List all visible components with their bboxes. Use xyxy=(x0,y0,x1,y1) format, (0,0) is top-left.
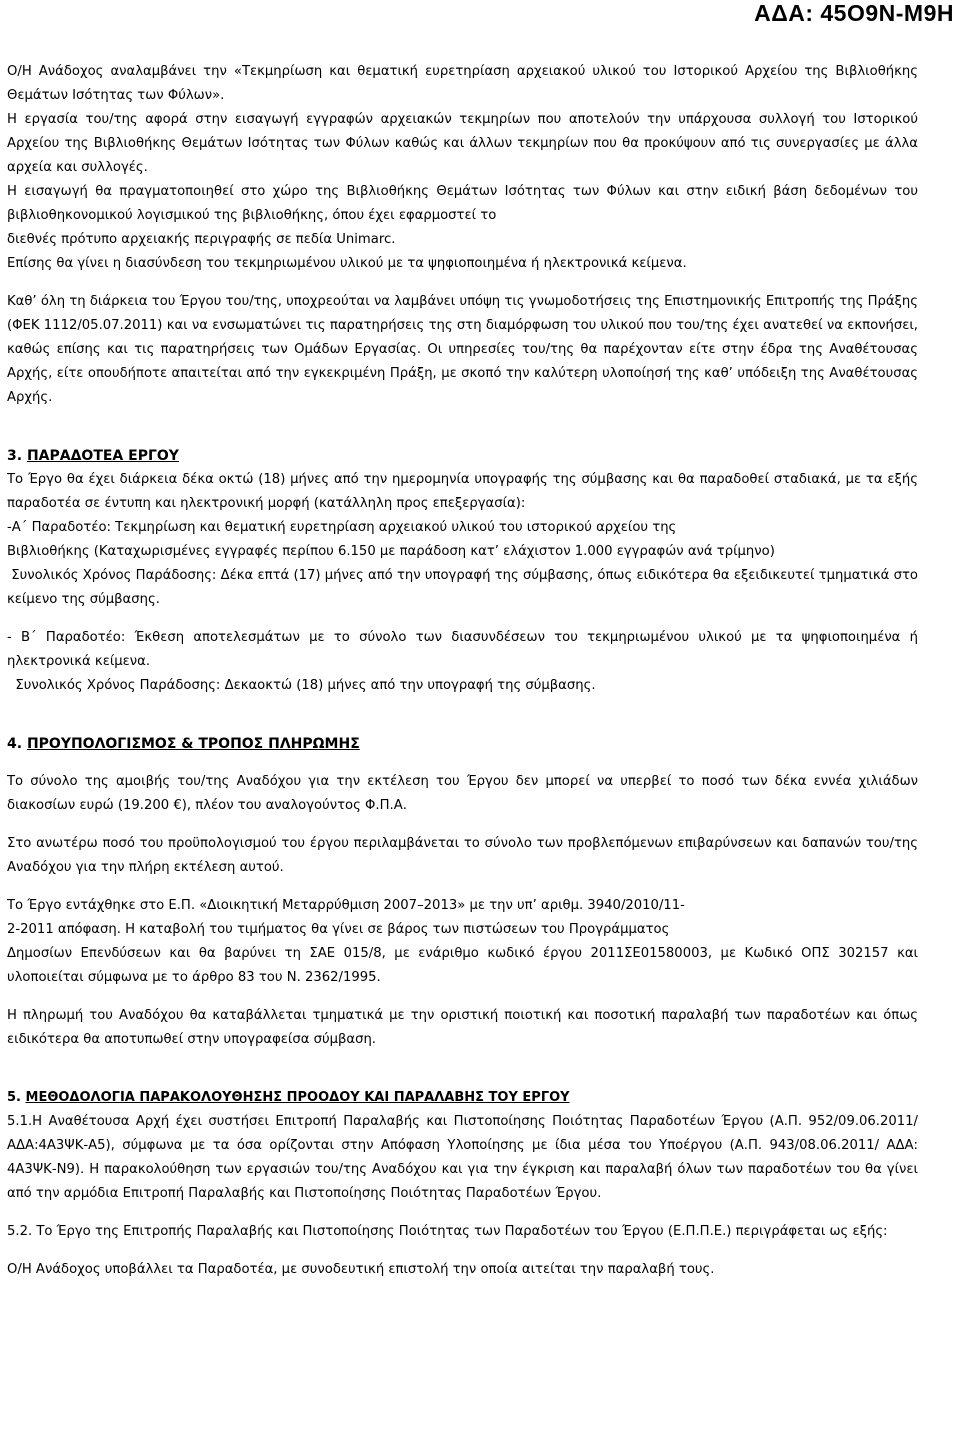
section-4 xyxy=(7,732,923,1052)
section-3-heading xyxy=(7,444,918,468)
intro-paragraph-5: Επίσης θα γίνει η διασύνδεση του τεκμηριωμένου υλικού με τα ψηφιοποιημένα ή ηλεκτρονικά κείμενα. xyxy=(7,256,687,271)
deliverable-b: - Β΄ Παραδοτέο: Έκθεση αποτελεσμάτων με το σύνολο των διασυνδέσεων του τεκμηριωμένου υλικού με τα ψηφιοποιημένα ή ηλεκτρονικά κείμενα. xyxy=(7,630,923,669)
section-3 xyxy=(7,444,923,698)
ada-code-header: ΑΔΑ: 45Ο9Ν-Μ9Η xyxy=(754,0,954,26)
intro-paragraph-2: Η εργασία του/της αφορά στην εισαγωγή εγγραφών αρχειακών τεκμηρίων που αποτελούν την υπάρχουσα συλλογή του Ιστορικού Αρχείου της Βιβλιοθήκης Θεμάτων Ισότητας των Φύλων καθώς και άλλων τεκμηρίων που θα προκύψουν από τις συνεργασίες με άλλα αρχεία και συλλογές. xyxy=(7,112,923,175)
section-5-number: 5. xyxy=(7,1090,26,1105)
intro-block xyxy=(7,60,923,276)
section-4-paragraph-3-line-1: Το Έργο εντάχθηκε στο Ε.Π. «Διοικητική Μεταρρύθμιση 2007–2013» με την υπ’ αριθμ. 3940/2010/11- xyxy=(7,898,685,913)
intro-paragraph-1: Ο/Η Ανάδοχος αναλαμβάνει την «Τεκμηρίωση και θεματική ευρετηρίαση αρχειακού υλικού του Ιστορικού Αρχείου της Βιβλιοθήκης Θεμάτων Ισότητας των Φύλων». xyxy=(7,64,923,103)
intro-paragraph-3: Η εισαγωγή θα πραγματοποιηθεί στο χώρο της Βιβλιοθήκης Θεμάτων Ισότητας των Φύλων και στην ειδική βάση δεδομένων του βιβλιοθηκονομικού λογισμικού της βιβλιοθήκης, όπου έχει εφαρμοστεί το xyxy=(7,184,923,223)
section-4-number: 4. xyxy=(7,736,27,752)
section-5 xyxy=(7,1086,923,1282)
section-4-heading xyxy=(7,732,918,756)
section-3-number: 3. xyxy=(7,448,27,464)
section-3-intro: Το Έργο θα έχει διάρκεια δέκα οκτώ (18) μήνες από την ημερομηνία υπογραφής της σύμβασης και θα παραδοθεί σταδιακά, με τα εξής παραδοτέα σε έντυπη και ηλεκτρονική μορφή (κατάλληλη προς επεξεργασία): xyxy=(7,472,923,511)
document-page xyxy=(7,60,923,1282)
section-5-paragraph-2: 5.2. Το Έργο της Επιτροπής Παραλαβής και Πιστοποίησης Ποιότητας των Παραδοτέων του Έργου (Ε.Π.Π.Ε.) περιγράφεται ως εξής: xyxy=(7,1224,888,1239)
section-4-paragraph-4: Η πληρωμή του Αναδόχου θα καταβάλλεται τμηματικά με την οριστική ποιοτική και ποσοτική παραλαβή των παραδοτέων και όπως ειδικότερα θα αποτυπωθεί στην υπογραφείσα σύμβαση. xyxy=(7,1008,923,1047)
section-4-paragraph-3-line-2: 2-2011 απόφαση. Η καταβολή του τιμήματος θα γίνει σε βάρος των πιστώσεων του Προγράμματος xyxy=(7,922,670,937)
section-3-title: ΠΑΡΑΔΟΤΕΑ ΕΡΓΟΥ xyxy=(26,448,179,464)
deliverable-a-time: Συνολικός Χρόνος Παράδοσης: Δέκα επτά (17) μήνες από την υπογραφή της σύμβασης, όπως ειδικότερα θα εξειδικευτεί τμηματικά στο κείμενο της σύμβασης. xyxy=(7,568,923,607)
deliverable-a-line-2: Βιβλιοθήκης (Καταχωρισμένες εγγραφές περίπου 6.150 με παράδοση κατ’ ελάχιστον 1.000 εγγραφών ανά τρίμηνο) xyxy=(7,544,775,559)
section-5-heading xyxy=(7,1086,918,1110)
deliverable-b-time: Συνολικός Χρόνος Παράδοσης: Δεκαοκτώ (18) μήνες από την υπογραφή της σύμβασης. xyxy=(7,678,596,693)
section-4-paragraph-2: Στο ανωτέρω ποσό του προϋπολογισμού του έργου περιλαμβάνεται το σύνολο των προβλεπόμενων επιβαρύνσεων και δαπανών του/της Αναδόχου για την πλήρη εκτέλεση αυτού. xyxy=(7,836,923,875)
section-5-paragraph-3: Ο/Η Ανάδοχος υποβάλλει τα Παραδοτέα, με συνοδευτική επιστολή την οποία αιτείται την παραλαβή τους. xyxy=(7,1262,715,1277)
section-5-paragraph-1: 5.1.Η Αναθέτουσα Αρχή έχει συστήσει Επιτροπή Παραλαβής και Πιστοποίησης Ποιότητας Παραδοτέων Έργου (Α.Π. 952/09.06.2011/ ΑΔΑ:4Α3ΨΚ-Α5), σύμφωνα με τα όσα ορίζονται στην Απόφαση Υλοποίησης με ίδια μέσα του Υποέργου (Α.Π. 943/08.06.2011/ ΑΔΑ: 4Α3ΨΚ-Ν9). Η παρακολούθηση των εργασιών του/της Αναδόχου και για την έγκριση και παραλαβή όλων των παραδοτέων του θα γίνει από την αρμόδια Επιτροπή Παραλαβής και Πιστοποίησης Ποιότητας Παραδοτέων Έργου. xyxy=(7,1114,923,1201)
intro-paragraph-4: διεθνές πρότυπο αρχειακής περιγραφής σε πεδία Unimarc. xyxy=(7,232,396,247)
section-5-title: ΜΕΘΟΔΟΛΟΓΙΑ ΠΑΡΑΚΟΛΟΥΘΗΣΗΣ ΠΡΟΟΔΟΥ ΚΑΙ ΠΑΡΑΛΑΒΗΣ ΤΟΥ ΕΡΓΟΥ xyxy=(25,1090,570,1105)
deliverable-a-line-1: -Α΄ Παραδοτέο: Τεκμηρίωση και θεματική ευρετηρίαση αρχειακού υλικού του ιστορικού αρχείου της xyxy=(7,520,677,535)
section-4-paragraph-1: Το σύνολο της αμοιβής του/της Αναδόχου για την εκτέλεση του Έργου δεν μπορεί να υπερβεί το ποσό των δέκα εννέα χιλιάδων διακοσίων ευρώ (19.200 €), πλέον του αναλογούντος Φ.Π.Α. xyxy=(7,774,923,813)
section-4-paragraph-3-line-3: Δημοσίων Επενδύσεων και θα βαρύνει τη ΣΑΕ 015/8, με ενάριθμο κωδικό έργου 2011ΣΕ01580003, με Κωδικό ΟΠΣ 302157 και υλοποιείται σύμφωνα με το άρθρο 83 του Ν. 2362/1995. xyxy=(7,946,923,985)
obligations-paragraph: Καθ’ όλη τη διάρκεια του Έργου του/της, υποχρεούται να λαμβάνει υπόψη τις γνωμοδοτήσεις της Επιστημονικής Επιτροπής της Πράξης (ΦΕΚ 1112/05.07.2011) και να ενσωματώνει τις παρατηρήσεις της στη διαμόρφωση του υλικού που του/της έχει ανατεθεί να εκπονήσει, καθώς επίσης και τις παρατηρήσεις των Ομάδων Εργασίας. Οι υπηρεσίες του/της θα παρέχονταν είτε στην έδρα της Αναθέτουσας Αρχής, είτε οπουδήποτε απαιτείται από την εγκεκριμένη Πράξη, με σκοπό την καλύτερη υλοποίησή της καθ’ υπόδειξη της Αναθέτουσας Αρχής. xyxy=(7,294,923,405)
section-4-title: ΠΡΟΥΠΟΛΟΓΙΣΜΟΣ & ΤΡΟΠΟΣ ΠΛΗΡΩΜΗΣ xyxy=(26,736,360,752)
